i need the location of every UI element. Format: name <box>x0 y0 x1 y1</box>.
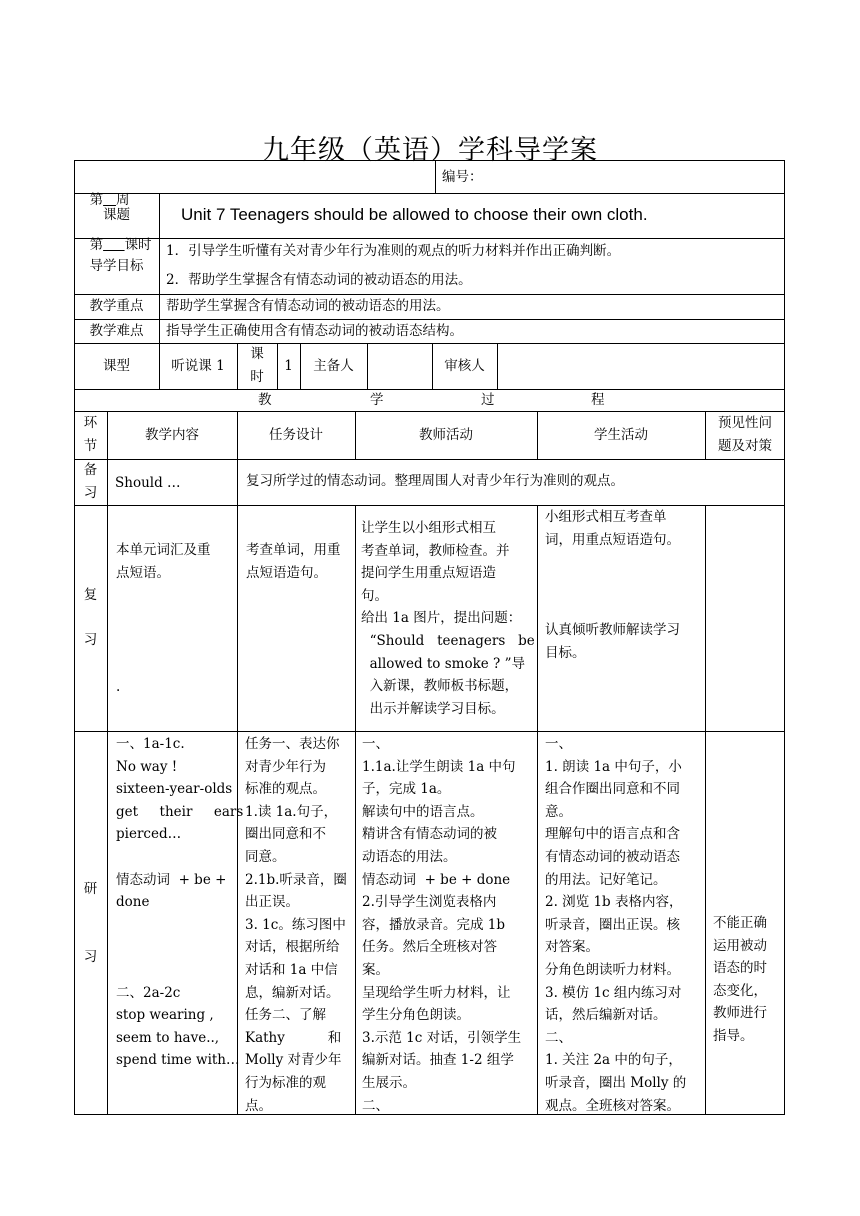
prep-merged: 复习所学过的情态动词。整理周围人对青少年行为准则的观点。 <box>246 473 624 489</box>
study-preview: 不能正确 运用被动 语态的时 态变化， 教师进行 指导。 <box>713 915 767 1044</box>
topic-label: 课题 <box>103 207 130 224</box>
review-content: 本单元词汇及重 点短语。 <box>116 542 211 581</box>
key-point-value: 帮助学生掌握含有情态动词的被动语态的用法。 <box>166 298 450 314</box>
goals-label: 导学目标 <box>89 257 144 274</box>
prep-content: Should … <box>115 475 181 491</box>
prep-stage: 备 习 <box>83 462 98 501</box>
difficulty-label: 教学难点 <box>89 322 144 339</box>
goal-item-2: 2．帮助学生掌握含有情态动词的被动语态的用法。 <box>166 272 472 288</box>
review-content-dot: . <box>116 679 121 695</box>
col-student: 学生活动 <box>594 426 648 443</box>
col-task: 任务设计 <box>269 426 323 443</box>
lesson-prefix: 第 <box>89 236 104 253</box>
week-prefix: 第 <box>89 191 104 208</box>
study-teacher: 一、 1.1a.让学生朗读 1a 中句 子，完成 1a。 解读句中的语言点。 精讲含有情态动词的被 动语态的用法。 情态动词 + be + done 2.引导学生浏览表格内 容，播放录音。完成 1b 任务。然后全班核对答 案。 呈现给学生听力材料，让 学生分角色朗读。 3.示范 1c 对话，引领学生 编新对话。抽查 1-2 组学 生展示。 二、 <box>362 736 522 1114</box>
preparer-label: 主备人 <box>313 357 354 374</box>
study-stage: 研 习 <box>83 880 98 965</box>
reviewer-value[interactable] <box>497 343 785 389</box>
review-stage: 复 习 <box>83 587 98 649</box>
col-teacher: 教师活动 <box>419 426 473 443</box>
review-student-a: 小组形式相互考查单 词，用重点短语造句。 <box>545 509 680 548</box>
goal-item-1: 1．引导学生听懂有关对青少年行为准则的观点的听力材料并作出正确判断。 <box>166 243 621 259</box>
process-heading-3: 过 <box>481 392 495 408</box>
study-student: 一、 1. 朗读 1a 中句子，小 组合作圈出同意和不同 意。 理解句中的语言点和含 有情态动词的被动语态 的用法。记好笔记。 2. 浏览 1b 表格内容， 听录音，圈出正误。核 对答案。 分角色朗读听力材料。 3. 模仿 1c 组内练习对 话，然后编新对话。 二、 1. 关注 2a 中的句子， 听录音，圈出 Molly 的 观点。全班核对答案。 <box>545 736 687 1114</box>
review-teacher: 让学生以小组形式相互 考查单词，教师检查。并 提问学生用重点短语造 句。 给出 1a 图片，提出问题： “Should teenagers be allowed to smoke ? ”导 入新课，教师板书标题， 出示并解读学习目标。 <box>361 520 535 717</box>
lesson-type-label: 课型 <box>103 357 130 374</box>
lesson-type-value: 听说课 1 <box>171 357 225 374</box>
hours-value: 1 <box>284 357 293 374</box>
hours-label: 课 时 <box>250 346 264 385</box>
topic-value: Unit 7 Teenagers should be allowed to choose their own cloth. <box>181 205 648 225</box>
study-task: 任务一、表达你 对青少年行为 标准的观点。 1.读 1a.句子， 圈出同意和不 同意。 2.1b.听录音，圈 出正误。 3. 1c。练习图中 对话，根据所给 对话和 1a 中信 息，编新对话。 任务二、了解 Kathy 和 Molly 对青少年 行为标准的观 点。 <box>245 736 347 1114</box>
reviewer-label: 审核人 <box>444 357 485 374</box>
process-heading-2: 学 <box>370 392 384 408</box>
preparer-value[interactable] <box>367 343 432 389</box>
col-content: 教学内容 <box>145 426 199 443</box>
col-stage: 环 节 <box>83 415 98 454</box>
lesson-suffix: 课时 <box>124 236 152 253</box>
review-student-b: 认真倾听教师解读学习 目标。 <box>545 622 680 661</box>
difficulty-value: 指导学生正确使用含有情态动词的被动语态结构。 <box>166 323 463 339</box>
page-title: 九年级（英语）学科导学案 <box>262 135 598 166</box>
study-content: 一、1a-1c. No way ! sixteen-year-olds get their ears pierced… 情态动词 + be + done 二、2a-2c stop wearing , seem to have.., spend time with… <box>116 736 244 1069</box>
number-label: 编号： <box>442 169 483 185</box>
week-suffix: 周 <box>115 191 130 208</box>
process-heading-4: 程 <box>591 392 605 408</box>
key-point-label: 教学重点 <box>89 298 144 315</box>
review-task: 考查单词，用重 点短语造句。 <box>246 542 341 581</box>
process-heading-1: 教 <box>258 392 272 408</box>
col-preview: 预见性问 题及对策 <box>718 415 772 454</box>
